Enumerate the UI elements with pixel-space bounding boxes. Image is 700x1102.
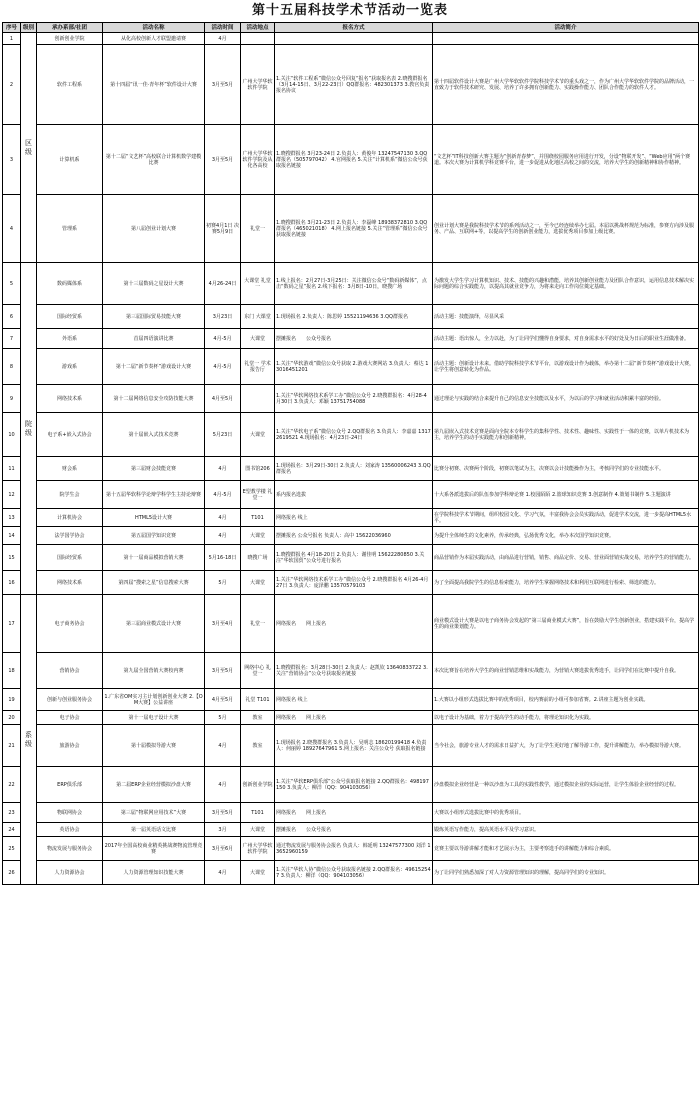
activity-intro-cell: 本次比赛旨在培养大学生的商业营销思维和实战能力，为营销大赛选拔优秀选手，让同学们在比赛中提升自我。 bbox=[433, 653, 699, 689]
activity-name-cell: 第八届创业计划大赛 bbox=[103, 195, 205, 263]
signup-method-cell: 1.晓搜群报名 3月21-23日 2.负责人：李磊峰 18938372810 3.QQ群报名（465021018） 4.网上报名链接 5.关注“管理系”微信公众号获取报名链接 bbox=[275, 195, 433, 263]
table-row bbox=[3, 329, 699, 349]
signup-method-cell: 1.关注“华软游戏”微信公众号获取 2.游戏大赛网站 3.负责人：蔡达 13016451201 bbox=[275, 349, 433, 385]
row-number: 22 bbox=[3, 767, 21, 803]
activity-time-cell: 4月至5月 bbox=[205, 689, 241, 711]
activity-place-cell: 网络中心 礼堂一 bbox=[241, 653, 275, 689]
activity-table bbox=[2, 22, 699, 885]
signup-method-cell: 1.现场报名 2.晓搜群报名 3.负责人：吴明志 18620199418 4.负责人：何丽婷 18927647961 5.网上报名：关注公众号 获取报名链接 bbox=[275, 725, 433, 767]
activity-intro-cell: 在学院科技学术节期间，组织校园文化、学习气氛，丰富我协会会员实践活动，促进学术交流，进一步提高HTML5水平。 bbox=[433, 509, 699, 527]
activity-intro-cell bbox=[433, 33, 699, 45]
signup-method-cell: 摆摊报名 公众号报名 bbox=[275, 329, 433, 349]
organizer-cell: 法学国学协会 bbox=[37, 527, 103, 545]
signup-method-cell: 1.关注“华软网络技术系学工办”微信公众号 2.晓搜群报名：4月28-4月30日 3.负责人：邓颖 13751754088 bbox=[275, 385, 433, 413]
activity-intro-cell: 为提升全体师生的文化素养，传承经典，弘扬优秀文化，举办本次国学知识竞赛。 bbox=[433, 527, 699, 545]
row-number: 2 bbox=[3, 45, 21, 125]
signup-method-cell: 网络报名 网上报名 bbox=[275, 711, 433, 725]
activity-intro-cell: 以电子设计为基础，着力于提高学生的动手能力，将理论知识化为实践。 bbox=[433, 711, 699, 725]
organizer-cell: 管理系 bbox=[37, 195, 103, 263]
table-row bbox=[3, 571, 699, 595]
organizer-cell: 游戏系 bbox=[37, 349, 103, 385]
activity-name-cell: 第三届国际贸易技能大赛 bbox=[103, 305, 205, 329]
organizer-cell: 软件工程系 bbox=[37, 45, 103, 125]
activity-place-cell: T101 bbox=[241, 509, 275, 527]
organizer-cell: 计算机协会 bbox=[37, 509, 103, 527]
table-row bbox=[3, 385, 699, 413]
row-number: 14 bbox=[3, 527, 21, 545]
activity-intro-cell: 当今社会，旅游专业人才的需求日益扩大，为了让学生更好地了解导游工作，提升讲解能力，举办模拟导游大赛。 bbox=[433, 725, 699, 767]
organizer-cell: 营销协会 bbox=[37, 653, 103, 689]
activity-place-cell: 大课堂 bbox=[241, 329, 275, 349]
column-header: 级别 bbox=[21, 23, 37, 33]
activity-place-cell: 大课堂 bbox=[241, 571, 275, 595]
row-number: 16 bbox=[3, 571, 21, 595]
activity-name-cell: 第二届ERP企业经营模拟沙盘大赛 bbox=[103, 767, 205, 803]
activity-place-cell: 大课堂 bbox=[241, 861, 275, 885]
activity-name-cell: 2017年全国高校商业精英挑战赛物流管理竞赛 bbox=[103, 837, 205, 861]
signup-method-cell: 1.现场报名：3月29日-30日 2.负责人：刘家涛 13560006243 3.QQ群报名 bbox=[275, 457, 433, 481]
organizer-cell: 旅游协会 bbox=[37, 725, 103, 767]
organizer-cell: 物流发展与服务协会 bbox=[37, 837, 103, 861]
row-number: 5 bbox=[3, 263, 21, 305]
activity-time-cell: 3月至5月 bbox=[205, 125, 241, 195]
activity-intro-cell: 比赛分初赛、决赛两个阶段，初赛以笔试为主，决赛以会计技能操作为主，考核同学们的专业技能水平。 bbox=[433, 457, 699, 481]
signup-method-cell: 1.关注“华软ERP俱乐部”公众号获取报名链接 2.QQ群报名：498197150 3.负责人：柳洋（QQ：904103056） bbox=[275, 767, 433, 803]
activity-intro-cell: 沙盘模拟企业经营是一种以沙盘为工具的实践性教学，通过模拟企业的实际运营，让学生体验企业经营的过程。 bbox=[433, 767, 699, 803]
activity-place-cell: 广州大学华软软件学院及从化各高校 bbox=[241, 125, 275, 195]
activity-place-cell: 广州大学华软软件学院 bbox=[241, 45, 275, 125]
row-number: 10 bbox=[3, 413, 21, 457]
activity-time-cell: 4月 bbox=[205, 767, 241, 803]
row-number: 1 bbox=[3, 33, 21, 45]
column-header: 序号 bbox=[3, 23, 21, 33]
table-row bbox=[3, 837, 699, 861]
row-number: 4 bbox=[3, 195, 21, 263]
organizer-cell: 电子商务协会 bbox=[37, 595, 103, 653]
activity-name-cell: 第十届模拟导游大赛 bbox=[103, 725, 205, 767]
table-row bbox=[3, 861, 699, 885]
activity-name-cell: 1.广东省OM实习主计划创新创业大赛 2.【OM大赛】公益讲座 bbox=[103, 689, 205, 711]
activity-intro-cell: 通过理论与实践的结合来提升自己的信息安全技能以及水平，为以后的学习和就业活动积累丰富的经验。 bbox=[433, 385, 699, 413]
organizer-cell: 外语系 bbox=[37, 329, 103, 349]
activity-place-cell: 教室 bbox=[241, 725, 275, 767]
activity-place-cell: 礼堂一 bbox=[241, 595, 275, 653]
row-number: 7 bbox=[3, 329, 21, 349]
table-header-row bbox=[3, 23, 699, 33]
level-cell: 区级 bbox=[21, 33, 37, 263]
signup-method-cell: 通过物流发展与服务协会报名 负责人：韩延明 13247577300 刘洋 13652960159 bbox=[275, 837, 433, 861]
activity-place-cell: 东门 大课堂 bbox=[241, 305, 275, 329]
row-number: 25 bbox=[3, 837, 21, 861]
activity-place-cell: 大课堂 bbox=[241, 413, 275, 457]
activity-time-cell: 4月 bbox=[205, 509, 241, 527]
activity-name-cell: 第十届嵌入式技术竞赛 bbox=[103, 413, 205, 457]
row-number: 17 bbox=[3, 595, 21, 653]
activity-time-cell: 4月-5月 bbox=[205, 329, 241, 349]
activity-place-cell bbox=[241, 33, 275, 45]
column-header: 活动地点 bbox=[241, 23, 275, 33]
activity-name-cell: 第四届“搜索之星”信息搜索大赛 bbox=[103, 571, 205, 595]
signup-method-cell bbox=[275, 33, 433, 45]
activity-time-cell: 3月至4月 bbox=[205, 595, 241, 653]
row-number: 6 bbox=[3, 305, 21, 329]
activity-place-cell: 礼堂 T101 bbox=[241, 689, 275, 711]
activity-time-cell: 4月 bbox=[205, 33, 241, 45]
row-number: 24 bbox=[3, 823, 21, 837]
activity-place-cell: 大课堂 礼堂一 bbox=[241, 263, 275, 305]
activity-intro-cell: 创业计划大赛是我院科技学术节的系列活动之一，至今已经连续举办七届。本届以挑战杯规范为标准，参赛方向涉及服务、产品、互联网+等，以提高学生的创新创业能力，选拔优秀项目参加上级比赛。 bbox=[433, 195, 699, 263]
level-cell: 系级 bbox=[21, 595, 37, 885]
organizer-cell: 创新创业学院 bbox=[37, 33, 103, 45]
activity-time-cell: 3月至5月 bbox=[205, 653, 241, 689]
organizer-cell: 英语协会 bbox=[37, 823, 103, 837]
signup-method-cell: 网络报名 网上报名 bbox=[275, 595, 433, 653]
signup-method-cell: 摆摊报名 公众号报名 负责人：高中 15622036960 bbox=[275, 527, 433, 545]
activity-place-cell: 图书馆206 bbox=[241, 457, 275, 481]
row-number: 23 bbox=[3, 803, 21, 823]
activity-place-cell: E型教学楼 礼堂一 bbox=[241, 481, 275, 509]
activity-name-cell: 首届四语演讲比赛 bbox=[103, 329, 205, 349]
row-number: 18 bbox=[3, 653, 21, 689]
activity-name-cell: 第三届商业模式设计大赛 bbox=[103, 595, 205, 653]
table-row bbox=[3, 125, 699, 195]
activity-time-cell: 4月-5月 bbox=[205, 349, 241, 385]
organizer-cell: 人力资源协会 bbox=[37, 861, 103, 885]
activity-time-cell: 5月 bbox=[205, 711, 241, 725]
column-header: 报名方式 bbox=[275, 23, 433, 33]
page-title: 第十五届科技学术节活动一览表 bbox=[251, 3, 448, 18]
organizer-cell: 网络技术系 bbox=[37, 571, 103, 595]
activity-place-cell: 广州大学华软软件学院 bbox=[241, 837, 275, 861]
activity-place-cell bbox=[241, 385, 275, 413]
signup-method-cell: 1.现场报名 2.负责人：陈思婷 15521194636 3.QQ群报名 bbox=[275, 305, 433, 329]
activity-time-cell: 3月至5月 bbox=[205, 803, 241, 823]
column-header: 活动时间 bbox=[205, 23, 241, 33]
table-row bbox=[3, 481, 699, 509]
row-number: 8 bbox=[3, 349, 21, 385]
signup-method-cell: 1.关注“华软电子系”微信公众号 2.QQ群报名 3.负责人：李嘉嘉 13172619521 4.现场报名：4月23日-24日 bbox=[275, 413, 433, 457]
signup-method-cell: 1.关注“华软人协”微信公众号获取报名链接 2.QQ群报名：496152547 3.负责人：柳洋（QQ：904103056） bbox=[275, 861, 433, 885]
table-row bbox=[3, 823, 699, 837]
activity-intro-cell: 为了让同学们熟悉加深了对人力资源管理知识的理解，提高同学们的专业知识。 bbox=[433, 861, 699, 885]
organizer-cell: 国际经贸系 bbox=[37, 545, 103, 571]
organizer-cell: 电子协会 bbox=[37, 711, 103, 725]
activity-intro-cell: 十大系各派选拔后的队伍参加学科辩论赛 1.校园陌陌 2.篮球知识竞赛 3.创意制作 4.策划书制作 5.主题演讲 bbox=[433, 481, 699, 509]
activity-place-cell: 创新创业学院 bbox=[241, 767, 275, 803]
row-number: 11 bbox=[3, 457, 21, 481]
activity-intro-cell: 为激发大学生学习计算机知识、技术、技能的兴趣和潜能，培养其创新创业能力及团队合作意识，运用信息技术解决实际问题的综合实践能力，以提高其就业竞争力，为将来走向工作岗位奠定基础。 bbox=[433, 263, 699, 305]
activity-place-cell: 大课堂 bbox=[241, 527, 275, 545]
activity-time-cell: 4月 bbox=[205, 527, 241, 545]
table-row bbox=[3, 413, 699, 457]
table-row bbox=[3, 527, 699, 545]
activity-time-cell: 4月至5月 bbox=[205, 385, 241, 413]
table-row bbox=[3, 195, 699, 263]
organizer-cell: ERP俱乐部 bbox=[37, 767, 103, 803]
activity-intro-cell: 商业模式设计大赛是以电子商务协会发起的“第三届商业模式大赛”，旨在鼓励大学生创新创业，搭建实践平台，提高学生的商业策划能力。 bbox=[433, 595, 699, 653]
organizer-cell: 创新与创业服务协会 bbox=[37, 689, 103, 711]
row-number: 9 bbox=[3, 385, 21, 413]
table-row bbox=[3, 305, 699, 329]
table-row bbox=[3, 545, 699, 571]
table-row bbox=[3, 689, 699, 711]
activity-place-cell: 礼堂一 学术报告厅 bbox=[241, 349, 275, 385]
table-row bbox=[3, 711, 699, 725]
activity-intro-cell: 活动主题：语出惊人，全力以赴，为了让同学们懂得自身要求，对自身需求水平的好处及为日后的职业生涯做准备。 bbox=[433, 329, 699, 349]
activity-time-cell: 3月23日 bbox=[205, 305, 241, 329]
table-row bbox=[3, 653, 699, 689]
activity-intro-cell: “文艺杯”IT科技创新大赛主题为“创新青春梦”，并围绕校园服务应用进行开发，分设“物联开发”、“Web应用”两个赛道。本次大赛为计算机学科竞赛平台，进一步促进从化地区高校之间的交流，培养大学生的创新精神和协作精神。 bbox=[433, 125, 699, 195]
activity-time-cell: 初赛4月1日 决赛5月9日 bbox=[205, 195, 241, 263]
organizer-cell: 电子系+嵌入式协会 bbox=[37, 413, 103, 457]
activity-intro-cell: 为了全面提高我院学生的信息检索能力，培养学生掌握网络技术和利用互联网进行检索、筛选的能力。 bbox=[433, 571, 699, 595]
activity-intro-cell: 大赛以小组形式选拔比赛中的优秀项目。 bbox=[433, 803, 699, 823]
table-row bbox=[3, 767, 699, 803]
table-row bbox=[3, 595, 699, 653]
activity-intro-cell: 第九届嵌入式技术竞赛是面向全院本专科学生的集科学性、技术性、趣味性、实践性于一体的竞赛，以单片机技术为主，培养学生的动手实践能力和创新精神。 bbox=[433, 413, 699, 457]
activity-name-cell: 第三届“物联网应用技术”大赛 bbox=[103, 803, 205, 823]
row-number: 15 bbox=[3, 545, 21, 571]
row-number: 3 bbox=[3, 125, 21, 195]
activity-place-cell: 晓搜广场 bbox=[241, 545, 275, 571]
table-row bbox=[3, 457, 699, 481]
organizer-cell: 数码媒体系 bbox=[37, 263, 103, 305]
activity-name-cell: 第十二届“文艺杯”高校联合计算机数学建模比赛 bbox=[103, 125, 205, 195]
activity-place-cell: 礼堂一 bbox=[241, 195, 275, 263]
activity-intro-cell: 1.大赛以小组形式选拔比赛中的优秀项目，校内赛前的小组可参加省赛。2.讲座主题为创业实践。 bbox=[433, 689, 699, 711]
activity-intro-cell: 商品营销作为本届实践活动，由商品进行营销，销售、商品定价、交易、营业面营销实战交易，培养学生的营销能力。 bbox=[433, 545, 699, 571]
activity-intro-cell: 活动主题：技能演绎，尽显风采 bbox=[433, 305, 699, 329]
activity-name-cell: 第十二届“新节奏杯”游戏设计大赛 bbox=[103, 349, 205, 385]
table-row bbox=[3, 509, 699, 527]
organizer-cell: 网络技术系 bbox=[37, 385, 103, 413]
activity-name-cell: 第五届国学知识竞赛 bbox=[103, 527, 205, 545]
table-row bbox=[3, 803, 699, 823]
activity-intro-cell: 竞赛主要以导游讲解才能和才艺展示为主，主要考察选手的讲解能力和综合素质。 bbox=[433, 837, 699, 861]
activity-name-cell: 第十五届华软科学论辩学科学生主持论辩赛 bbox=[103, 481, 205, 509]
table-row bbox=[3, 349, 699, 385]
activity-place-cell: T101 bbox=[241, 803, 275, 823]
activity-time-cell: 4月26-24日 bbox=[205, 263, 241, 305]
activity-name-cell: 人力资源管理知识技能大赛 bbox=[103, 861, 205, 885]
activity-name-cell: 第九届全国营销大赛校内赛 bbox=[103, 653, 205, 689]
activity-time-cell: 4月 bbox=[205, 457, 241, 481]
activity-time-cell: 5月16-18日 bbox=[205, 545, 241, 571]
activity-time-cell: 5月 bbox=[205, 571, 241, 595]
organizer-cell: 国际经贸系 bbox=[37, 305, 103, 329]
organizer-cell: 院学生会 bbox=[37, 481, 103, 509]
activity-time-cell: 3月至5月 bbox=[205, 45, 241, 125]
activity-place-cell: 大课堂 bbox=[241, 823, 275, 837]
table-body bbox=[3, 33, 699, 885]
level-cell: 院级 bbox=[21, 263, 37, 595]
signup-method-cell: 网络报名 网上报名 bbox=[275, 803, 433, 823]
signup-method-cell: 摆摊报名 公众号报名 bbox=[275, 823, 433, 837]
activity-time-cell: 4月 bbox=[205, 725, 241, 767]
activity-time-cell: 5月23日 bbox=[205, 413, 241, 457]
activity-name-cell: 第一届英语话文比赛 bbox=[103, 823, 205, 837]
activity-time-cell: 4月-5月 bbox=[205, 481, 241, 509]
signup-method-cell: 1.晓搜群报名：3月28日-30日 2.负责人：赵凯钦 13640833722 3.关注“营销协会”公众号获取报名链接 bbox=[275, 653, 433, 689]
activity-name-cell: 从化高校创新人才联盟邀请赛 bbox=[103, 33, 205, 45]
activity-intro-cell: 活动主题：创新设计未来。借助学院科技学术节平台，以游戏设计作为载体，举办第十二届“新节奏杯”游戏设计大赛，让学生将创意转化为作品。 bbox=[433, 349, 699, 385]
activity-time-cell: 4月 bbox=[205, 861, 241, 885]
activity-intro-cell: 锻炼英语写作能力，提高英语水平及学习意识。 bbox=[433, 823, 699, 837]
organizer-cell: 财会系 bbox=[37, 457, 103, 481]
signup-method-cell: 1.晓搜群报名 3月23-24日 2.负责人：黄俊年 13247547130 3.QQ群报名（505797042） 4.官网报名 5.关注“计算机系”微信公众号获取报名链接 bbox=[275, 125, 433, 195]
signup-method-cell: 1.晓搜群报名 4月18-20日 2.负责人：谢佳明 15622280850 3.关注“华软国贸”公众号进行报名 bbox=[275, 545, 433, 571]
signup-method-cell: 系内报名选拔 bbox=[275, 481, 433, 509]
activity-time-cell: 3月至6月 bbox=[205, 837, 241, 861]
signup-method-cell: 网络报名 线上 bbox=[275, 509, 433, 527]
activity-name-cell: HTML5设计大赛 bbox=[103, 509, 205, 527]
activity-time-cell: 3月 bbox=[205, 823, 241, 837]
row-number: 19 bbox=[3, 689, 21, 711]
column-header: 活动名称 bbox=[103, 23, 205, 33]
table-row bbox=[3, 263, 699, 305]
activity-name-cell: 第十四届“讯一佳·青年杯”软件设计大赛 bbox=[103, 45, 205, 125]
row-number: 20 bbox=[3, 711, 21, 725]
activity-name-cell: 第十一届商品模拟营销大赛 bbox=[103, 545, 205, 571]
signup-method-cell: 1.关注“华软网络技术系学工办”微信公众号 2.晓搜群报名 4月26-4月27日 3.负责人：庞泽鹏 13570579103 bbox=[275, 571, 433, 595]
activity-place-cell: 教室 bbox=[241, 711, 275, 725]
table-row bbox=[3, 725, 699, 767]
activity-intro-cell: 第十四届软件设计大赛是广州大学华软软件学院科技学术节的重头戏之一，作为广州大学华软软件学院的品牌活动，一直致力于软件技术研究、发展、培养了许多拥有创新能力、实践操作能力、团队合作能力的软件人才。 bbox=[433, 45, 699, 125]
activity-name-cell: 第十二届网络信息安全攻防技能大赛 bbox=[103, 385, 205, 413]
signup-method-cell: 网络报名 线上 bbox=[275, 689, 433, 711]
organizer-cell: 计算机系 bbox=[37, 125, 103, 195]
activity-name-cell: 第十三届数码之星设计大赛 bbox=[103, 263, 205, 305]
signup-method-cell: 1.线上报名：2月27日-3月25日：关注微信公众号“数码新媒体”，点击“数码之星”报名 2.线下报名：3月8日-10日，晓搜广场 bbox=[275, 263, 433, 305]
row-number: 13 bbox=[3, 509, 21, 527]
activity-name-cell: 第十一届电子设计大赛 bbox=[103, 711, 205, 725]
row-number: 12 bbox=[3, 481, 21, 509]
column-header: 活动简介 bbox=[433, 23, 699, 33]
organizer-cell: 物联网协会 bbox=[37, 803, 103, 823]
row-number: 26 bbox=[3, 861, 21, 885]
activity-name-cell: 第三届财会技能竞赛 bbox=[103, 457, 205, 481]
signup-method-cell: 1.关注“软件工程系”微信公众号回复“报名”获取报名表 2.晓搜群报名（3月14-15日、3月22-23日）QQ群报名：482301373 3.教官负责报名协议 bbox=[275, 45, 433, 125]
table-row bbox=[3, 33, 699, 45]
table-row bbox=[3, 45, 699, 125]
row-number: 21 bbox=[3, 725, 21, 767]
column-header: 承办系部/社团 bbox=[37, 23, 103, 33]
